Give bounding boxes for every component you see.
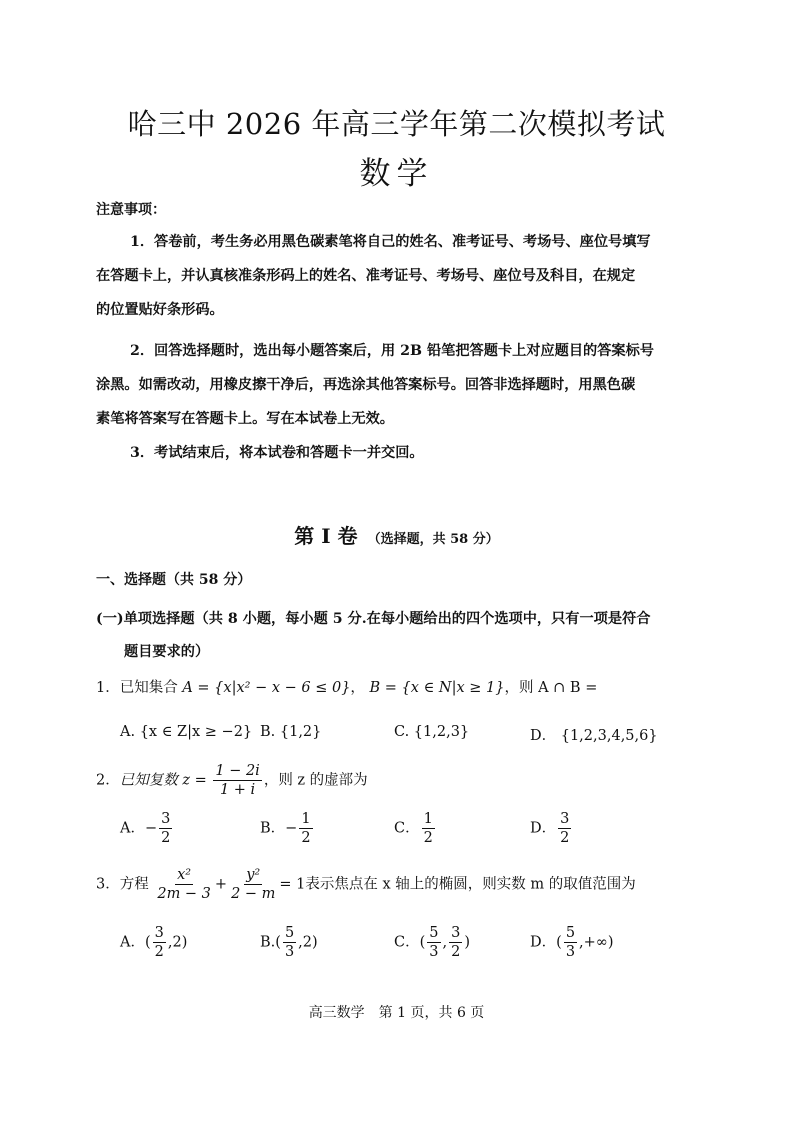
option-fraction (159, 810, 172, 847)
fraction-denominator: 3 (284, 944, 295, 960)
fraction-numerator: x² (177, 867, 192, 883)
question-3-equals: = 1 (279, 876, 306, 893)
option-label: C． (394, 820, 420, 837)
option-label: D． (530, 820, 557, 837)
option-fraction (564, 924, 577, 961)
option-label: D． (530, 934, 557, 951)
fraction-numerator: 5 (565, 925, 576, 941)
option-sign: − (144, 820, 158, 837)
question-1-set-b: B = {x ∈ N|x ≥ 1} (369, 680, 505, 696)
question-3-option-b[interactable] (260, 924, 318, 961)
fraction-denominator: 2 (301, 830, 311, 846)
question-3-option-a[interactable] (120, 924, 187, 961)
option-close: ,+∞) (579, 934, 614, 951)
question-1-option-b[interactable]: B. {1,2} (260, 724, 322, 740)
note-1-line-3: 的位置贴好条形码。 (96, 302, 224, 318)
option-label: A． (120, 820, 145, 837)
note-1-line-2: 在答题卡上，并认真核准条形码上的姓名、准考证号、考场号、座位号及科目，在规定 (96, 268, 636, 284)
question-1-sep: ， (350, 680, 365, 696)
option-close: ,2) (167, 934, 188, 951)
question-3-stem-post: 表示焦点在 x 轴上的椭圆，则实数 m 的取值范围为 (305, 876, 636, 893)
option-fraction (299, 810, 312, 847)
notes-heading: 注意事项： (96, 202, 166, 218)
option-fraction (558, 810, 571, 847)
note-1-line-1: 1．答卷前，考生务必用黑色碳素笔将自己的姓名、准考证号、考场号、座位号填写 (130, 234, 651, 250)
option-close: ) (464, 934, 471, 951)
question-1-stem-pre: 已知集合 (119, 680, 178, 696)
fraction-numerator: 3 (560, 811, 570, 827)
question-2-number: 2． (96, 772, 120, 789)
note-2-line-1: 2．回答选择题时，选出每小题答案后，用 2B 铅笔把答题卡上对应题目的答案标号 (130, 343, 654, 359)
question-2-option-d[interactable] (530, 810, 573, 847)
option-label: B． (260, 820, 286, 837)
question-2-option-a[interactable] (120, 810, 174, 847)
question-2-option-b[interactable] (260, 810, 315, 847)
fraction-numerator: 3 (161, 811, 171, 827)
option-fraction (422, 810, 435, 847)
note-2-line-3: 素笔将答案写在答题卡上。写在本试卷上无效。 (96, 411, 394, 427)
question-1-number: 1． (96, 680, 120, 696)
option-fraction (153, 924, 166, 961)
question-2-fraction-numerator: 1 − 2i (215, 763, 260, 779)
question-2-fraction-denominator: 1 + i (219, 782, 256, 798)
option-label: C． (394, 934, 420, 951)
note-2-line-2: 涂黑。如需改动，用橡皮擦干净后，再选涂其他答案标号。回答非选择题时，用黑色碳 (96, 377, 636, 393)
question-3-plus: + (214, 876, 228, 893)
question-1-stem-post: ，则 A ∩ B = (504, 680, 598, 696)
question-1-stem (96, 676, 597, 697)
question-2-option-c[interactable] (394, 810, 437, 847)
fraction-numerator: 1 (423, 811, 433, 827)
fraction-denominator: 2 (560, 830, 570, 846)
note-3-line-1: 3．考试结束后，将本试卷和答题卡一并交回。 (130, 445, 424, 461)
option-paren: ( (275, 934, 281, 951)
fraction-numerator: y² (246, 867, 261, 883)
question-3-stem-pre: 方程 (119, 876, 149, 893)
question-1-option-d[interactable]: D． {1,2,3,4,5,6} (530, 728, 658, 744)
question-1-set-a: A = {x|x² − x − 6 ≤ 0} (182, 680, 351, 696)
option-fraction-2 (449, 924, 462, 961)
part-title (0, 520, 793, 549)
question-3-stem (96, 866, 636, 903)
question-3-fraction-1 (155, 866, 213, 903)
question-3-option-d[interactable] (530, 924, 614, 961)
fraction-denominator: 2 − m (231, 886, 276, 902)
page-footer: 高三数学 第 1 页，共 6 页 (308, 1005, 485, 1021)
fraction-denominator: 2 (451, 944, 461, 960)
question-2-stem-post: ，则 z 的虚部为 (263, 772, 368, 789)
fraction-numerator: 1 (301, 811, 311, 827)
part-title-sub: （选择题，共 58 分） (367, 532, 499, 547)
question-2-stem-pre: 已知复数 z = (119, 772, 207, 789)
note-item-2 (96, 334, 701, 436)
section-heading: 一、选择题（共 58 分） (96, 572, 252, 588)
fraction-denominator: 3 (565, 944, 576, 960)
note-item-3 (96, 436, 701, 470)
subject-title: 数学 (359, 156, 434, 192)
option-fraction-1 (427, 924, 440, 961)
option-paren: ( (556, 934, 562, 951)
fraction-numerator: 5 (429, 925, 439, 941)
question-2-stem (96, 762, 368, 799)
note-item-1 (96, 225, 701, 327)
question-2-fraction (213, 762, 261, 799)
option-close: ,2) (298, 934, 318, 951)
question-3-option-c[interactable] (394, 924, 470, 961)
option-fraction (283, 924, 296, 961)
fraction-denominator: 2 (423, 830, 433, 846)
subsection-line-2: 题目要求的） (124, 644, 210, 660)
option-sign: − (285, 820, 298, 837)
option-paren: ( (144, 934, 151, 951)
fraction-numerator: 3 (451, 925, 461, 941)
fraction-denominator: 2m − 3 (157, 886, 211, 902)
fraction-denominator: 2 (161, 830, 171, 846)
option-comma: , (442, 934, 448, 951)
fraction-denominator: 3 (429, 944, 439, 960)
option-label: B. (260, 934, 276, 951)
question-1-option-a[interactable]: A. {x ∈ Z|x ≥ −2} (120, 724, 253, 740)
question-3-fraction-2 (229, 866, 277, 903)
fraction-numerator: 3 (154, 925, 164, 941)
option-label: A． (120, 934, 145, 951)
part-title-main: 第 I 卷 (294, 524, 358, 548)
question-3-number: 3． (96, 876, 120, 893)
fraction-denominator: 2 (154, 944, 164, 960)
question-1-option-c[interactable]: C. {1,2,3} (394, 724, 470, 740)
subsection-line-1: (一)单项选择题（共 8 小题，每小题 5 分.在每小题给出的四个选项中，只有一项是符合 (96, 611, 651, 627)
fraction-numerator: 5 (284, 925, 295, 941)
subsection-heading (96, 603, 650, 669)
option-paren: ( (419, 934, 426, 951)
exam-title: 哈三中 2026 年高三学年第二次模拟考试 (127, 107, 666, 141)
